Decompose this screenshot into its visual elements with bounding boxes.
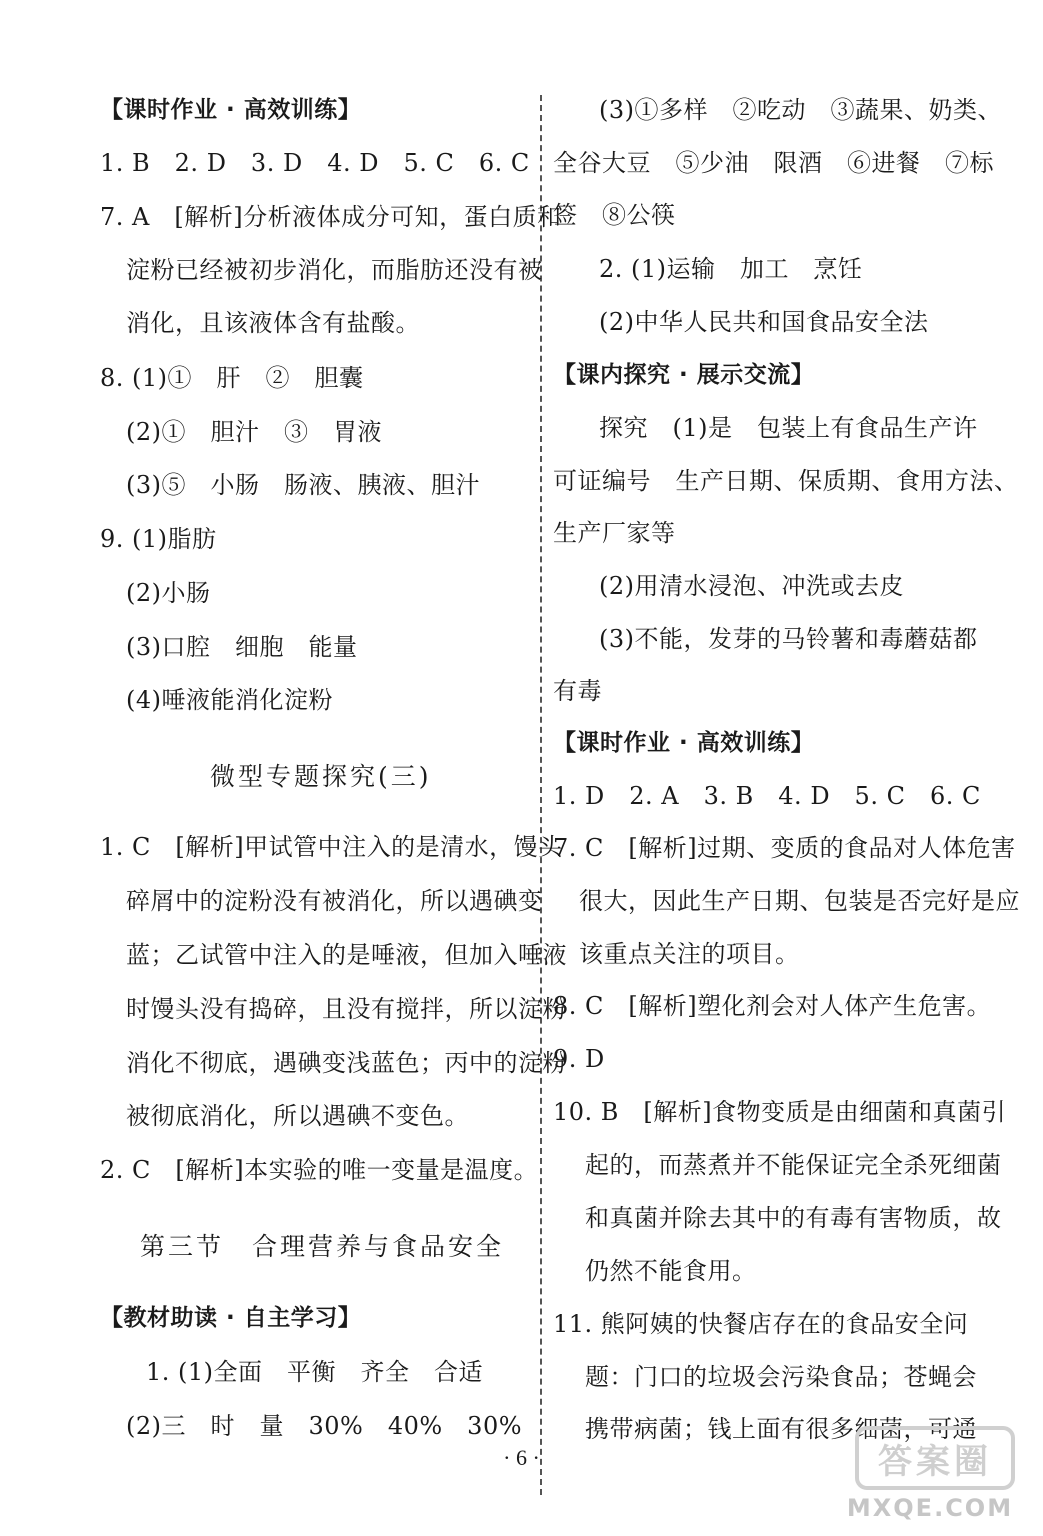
watermark-logo-mark: 答案圈 <box>855 1426 1015 1490</box>
answer-line: (2)① 胆汁 ③ 胃液 <box>126 418 382 446</box>
answer-line: 2. (1)运输 加工 烹饪 <box>599 255 863 283</box>
answer-line: (3)口腔 细胞 能量 <box>126 633 358 661</box>
answer-line: 仍然不能食用。 <box>585 1257 757 1285</box>
answer-line: 消化不彻底，遇碘变浅蓝色；丙中的淀粉 <box>126 1049 567 1077</box>
answer-line: 时馒头没有捣碎，且没有搅拌，所以淀粉 <box>126 995 567 1023</box>
answer-line: 9. D <box>553 1045 605 1073</box>
answer-line: (2)中华人民共和国食品安全法 <box>599 308 929 336</box>
answer-line: (2)三 时 量 30% 40% 30% <box>126 1412 523 1440</box>
answer-line: 题：门口的垃圾会污染食品；苍蝇会 <box>585 1363 977 1391</box>
answer-line: 消化，且该液体含有盐酸。 <box>126 309 420 337</box>
answer-line: 生产厂家等 <box>553 519 676 547</box>
answer-line: 1. C [解析]甲试管中注入的是清水，馒头 <box>100 833 563 861</box>
answer-line: 8. (1)① 肝 ② 胆囊 <box>100 364 364 392</box>
answer-line: 10. B [解析]食物变质是由细菌和真菌引 <box>553 1098 1007 1126</box>
answer-line: 该重点关注的项目。 <box>579 940 800 968</box>
answer-line: 蓝；乙试管中注入的是唾液，但加入唾液 <box>126 941 567 969</box>
answer-line: 9. (1)脂肪 <box>100 525 217 553</box>
section-heading: 【课时作业 · 高效训练】 <box>553 730 815 756</box>
answer-line: 1. B 2. D 3. D 4. D 5. C 6. C <box>100 149 530 177</box>
answer-line: (2)用清水浸泡、冲洗或去皮 <box>599 572 904 600</box>
section-title: 第三节 合理营养与食品安全 <box>140 1232 505 1261</box>
answer-line: (2)小肠 <box>126 579 211 607</box>
answer-line: 8. C [解析]塑化剂会对人体产生危害。 <box>553 992 992 1020</box>
answer-line: 全谷大豆 ⑤少油 限酒 ⑥进餐 ⑦标 <box>553 149 994 177</box>
answer-line: 和真菌并除去其中的有毒有害物质，故 <box>585 1204 1002 1232</box>
section-heading: 【课时作业 · 高效训练】 <box>100 97 362 123</box>
answer-line: 11. 熊阿姨的快餐店存在的食品安全问 <box>553 1310 969 1338</box>
answer-line: (3)不能，发芽的马铃薯和毒蘑菇都 <box>599 625 978 653</box>
answer-line: 起的，而蒸煮并不能保证完全杀死细菌 <box>585 1151 1002 1179</box>
watermark-site-text: MXQE.COM <box>846 1494 1014 1522</box>
answer-line: 签 ⑧公筷 <box>553 201 676 229</box>
answer-line: 7. C [解析]过期、变质的食品对人体危害 <box>553 834 1016 862</box>
column-divider <box>540 95 542 1495</box>
answer-line: 可证编号 生产日期、保质期、食用方法、 <box>553 467 1019 495</box>
answer-line: (4)唾液能消化淀粉 <box>126 686 333 714</box>
answer-line: 1. (1)全面 平衡 齐全 合适 <box>146 1358 484 1386</box>
section-heading: 【教材助读 · 自主学习】 <box>100 1305 362 1331</box>
answer-line: 碎屑中的淀粉没有被消化，所以遇碘变 <box>126 887 543 915</box>
watermark-logo <box>835 1426 1025 1526</box>
answer-line: 携带病菌；钱上面有很多细菌，可通 <box>585 1415 977 1443</box>
answer-line: 淀粉已经被初步消化，而脂肪还没有被 <box>126 256 543 284</box>
section-title: 微型专题探究(三) <box>210 762 432 791</box>
answer-line: 1. D 2. A 3. B 4. D 5. C 6. C <box>553 782 981 810</box>
answer-line: 7. A [解析]分析液体成分可知，蛋白质和 <box>100 203 562 231</box>
section-heading: 【课内探究 · 展示交流】 <box>553 362 815 388</box>
answer-line: 2. C [解析]本实验的唯一变量是温度。 <box>100 1156 539 1184</box>
answer-line: (3)⑤ 小肠 肠液、胰液、胆汁 <box>126 471 480 499</box>
answer-line: 被彻底消化，所以遇碘不变色。 <box>126 1102 469 1130</box>
answer-line: 探究 (1)是 包装上有食品生产许 <box>599 414 978 442</box>
answer-line: (3)①多样 ②吃动 ③蔬果、奶类、 <box>599 96 1002 124</box>
page-number: · 6 · <box>503 1445 540 1470</box>
answer-line: 很大，因此生产日期、包装是否完好是应 <box>579 887 1020 915</box>
answer-line: 有毒 <box>553 677 602 705</box>
